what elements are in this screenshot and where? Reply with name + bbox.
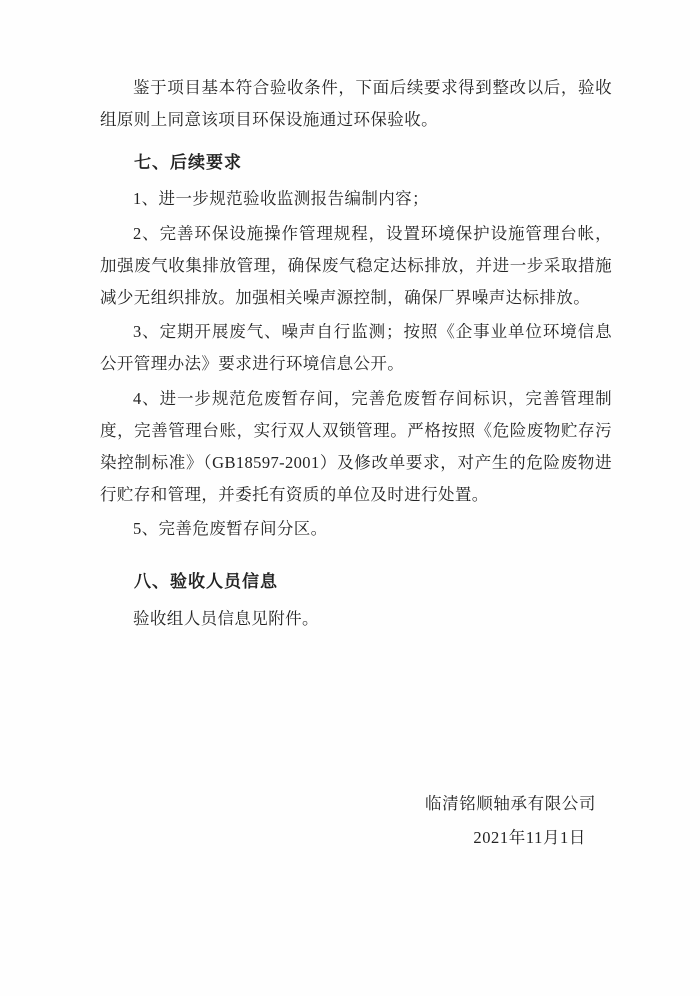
signature-spacer: [100, 637, 612, 787]
signature-company: 临清铭顺轴承有限公司: [425, 793, 596, 813]
signature-date: 2021年11月1日: [473, 828, 586, 848]
section-heading-eight: 八、验收人员信息: [134, 572, 278, 592]
requirement-item-3: 3、定期开展废气、噪声自行监测；按照《企事业单位环境信息公开管理办法》要求进行环境信息公开。: [100, 322, 612, 374]
requirement-item-2: 2、完善环保设施操作管理规程，设置环境保护设施管理台帐，加强废气收集排放管理，确保废气稳定达标排放，并进一步采取措施减少无组织排放。加强相关噪声源控制，确保厂界噪声达标排放。: [100, 223, 612, 307]
requirement-item-1: 1、进一步规范验收监测报告编制内容；: [133, 189, 429, 209]
document-body: [100, 72, 612, 856]
section-eight-paragraph: 验收组人员信息见附件。: [133, 608, 319, 628]
section-heading-seven: 七、后续要求: [134, 153, 242, 173]
intro-paragraph: 鉴于项目基本符合验收条件，下面后续要求得到整改以后，验收组原则上同意该项目环保设施通过环保验收。: [100, 78, 612, 130]
requirement-item-4: 4、进一步规范危废暂存间，完善危废暂存间标识，完善管理制度，完善管理台账，实行双人双锁管理。严格按照《危险废物贮存污染控制标准》（GB18597-2001）及修改单要求，对产生的危险废物进行贮存和管理，并委托有资质的单位及时进行处置。: [100, 388, 612, 505]
signature-block: [100, 787, 612, 856]
requirement-item-5: 5、完善危废暂存间分区。: [133, 519, 328, 539]
